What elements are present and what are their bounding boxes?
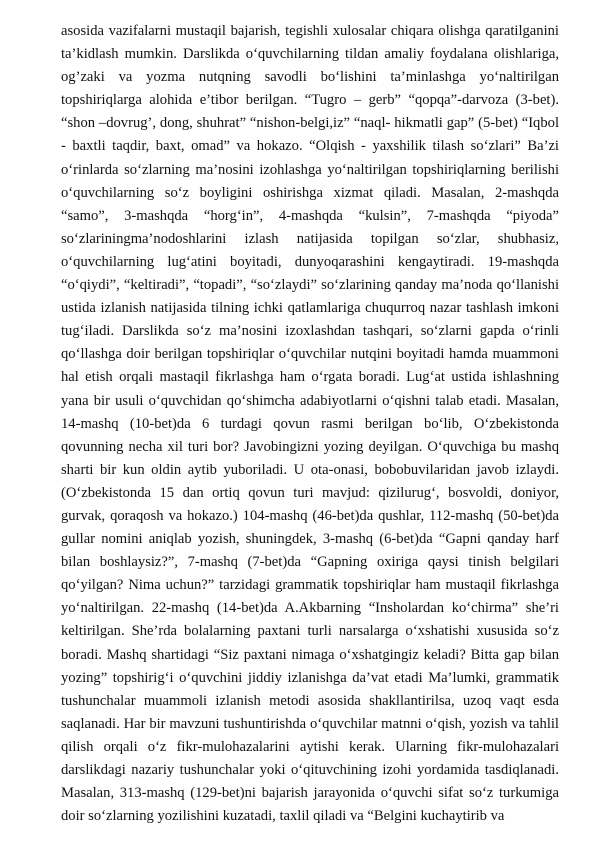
body-paragraph: asosida vazifalarni mustaqil bajarish, tegishli xulosalar chiqara olishga qaratilganini ta’kidlash mumkin. Darslikda o‘quvchilarning tildan amaliy foydalana olishlariga, og’zaki va yozma nutqning savodli bo‘lishini ta’minlashga yo‘naltirilgan topshiriqlarga alohida e’tibor berilgan. “Tugro – gerb” “qopqa”-darvoza (3-bet). “shon –dovrug’, dong, shuhrat” “nishon-belgi,iz” “naql- hikmatli gap” (5-bet) “Iqbol - baxtli taqdir, baxt, omad” va hokazo. “Olqish - yaxshilik tilash so‘zlari” Ba’zi o‘rinlarda so‘zlarning ma’nosini izohlashga yo‘naltirilgan topshiriqlarning berilishi o‘quvchilarning so‘z boyligini oshirishga xizmat qiladi. Masalan, 2-mashqda “samo”, 3-mashqda “horg‘in”, 4-mashqda “kulsin”, 7-mashqda “piyoda” so‘zlariningma’nodoshlarini izlash natijasida topilgan so‘zlar, shubhasiz, o‘quvchilarning lug‘atini boyitadi, dunyoqarashini kengaytiradi. 19-mashqda “o‘qiydi”, “keltiradi”, “topadi”, “so‘zlaydi” so‘zlarining qanday ma’noda qo‘llanishi ustida izlanish natijasida tilning ichki qatlamlariga chuqurroq nazar tashlash imkoni tug‘iladi. Darslikda so‘z ma’nosini izoxlashdan tashqari, so‘zlarni gapda o‘rinli qo‘llashga doir berilgan topshiriqlar o‘quvchilar nutqini boyitadi hamda muammoni hal etish orqali mastaqil fikrlashga ham o‘rgata boradi. Lug‘at ustida ishlashning yana bir usuli o‘quvchidan qo‘shimcha adabiyotlarni o‘qishni talab etadi. Masalan, 14-mashq (10-bet)da 6 turdagi qovun rasmi berilgan bo‘lib, O‘zbekistonda qovunning necha xil turi bor? Javobingizni yozing deyilgan. O‘quvchiga bu mashq sharti bir kun oldin aytib yuboriladi. U ota-onasi, bobobuvilaridan javob izlaydi. (O‘zbekistonda 15 dan ortiq qovun turi mavjud: qizilurug‘, bosvoldi, doniyor, gurvak, qoraqosh va hokazo.) 104-mashq (46-bet)da qushlar, 112-mashq (50-bet)da gullar nomini aniqlab yozish, shuningdek, 3-mashq (6-bet)da “Gapni qanday harf bilan boshlaysiz?”, 7-mashq (7-bet)da “Gapning oxiriga qaysi tinish belgilari qo‘yilgan? Nima uchun?” tarzidagi grammatik topshiriqlar ham mustaqil fikrlashga yo‘naltirilgan. 22-mashq (14-bet)da A.Akbarning “Insholardan ko‘chirma” she’ri keltirilgan. She’rda bolalarning paxtani turli narsalarga o‘xshatishi xususida so‘z boradi. Mashq shartidagi “Siz paxtani nimaga o‘xshatgingiz keladi? Bitta gap bilan yozing” topshirig‘i o‘quvchini jiddiy izlanishga da’vat etadi Ma’lumki, grammatik tushunchalar muammoli izlanish metodi asosida shakllantirilsa, uzoq vaqt esda saqlanadi. Har bir mavzuni tushuntirishda o‘quvchilar matnni o‘qish, yozish va tahlil qilish orqali o‘z fikr-mulohazalarini aytishi kerak. Ularning fikr-mulohazalari darslikdagi nazariy tushunchalar yoki o‘qituvchining izohi yordamida tasdiqlanadi. Masalan, 313-mashq (129-bet)ni bajarish jarayonida o‘quvchi sifat so‘z turkumiga doir so‘zlarning yozilishini kuzatadi, taxlil qiladi va “Belgini kuchaytirib va	[61, 23, 559, 825]
